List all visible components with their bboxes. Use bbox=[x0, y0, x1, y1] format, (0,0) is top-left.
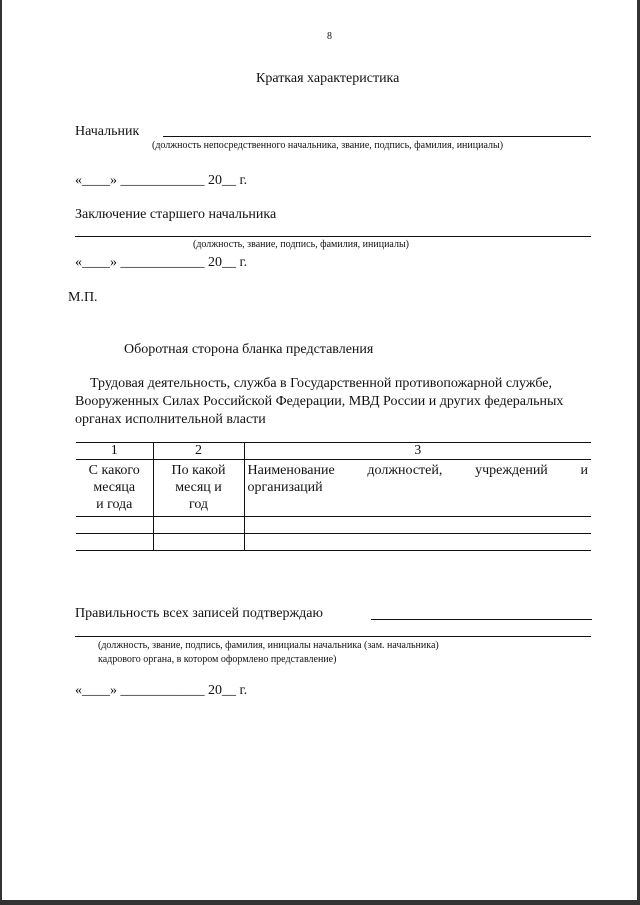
table-column-numbers-row bbox=[76, 443, 591, 460]
intro-text-line-3: органах исполнительной власти bbox=[75, 412, 266, 427]
date-line-1: «____» ____________ 20__ г. bbox=[75, 173, 248, 188]
intro-text-line-2: Вооруженных Силах Российской Федерации, МВД России и других федеральных bbox=[75, 394, 564, 409]
column-number-3: 3 bbox=[244, 443, 591, 460]
column-number-1: 1 bbox=[76, 443, 153, 460]
conclusion-label: Заключение старшего начальника bbox=[75, 207, 277, 222]
conclusion-signature-line bbox=[75, 236, 591, 237]
table-row bbox=[76, 517, 591, 534]
confirm-signature-line bbox=[371, 619, 592, 620]
column-to-header: По какой месяц и год bbox=[153, 460, 244, 517]
table-header-row bbox=[76, 460, 591, 517]
date-line-3: «____» ____________ 20__ г. bbox=[75, 683, 248, 698]
chief-label: Начальник bbox=[75, 124, 140, 139]
column-from-header: С какого месяца и года bbox=[76, 460, 153, 517]
work-history-table bbox=[76, 442, 591, 551]
section-title-reverse-side: Оборотная сторона бланка представления bbox=[124, 342, 374, 357]
scan-edge-left bbox=[0, 0, 2, 905]
chief-signature-line bbox=[163, 136, 591, 137]
scan-edge-bottom bbox=[0, 900, 640, 905]
column-name-header: Наименование должностей, учреждений и организаций bbox=[244, 460, 591, 517]
confirm-caption-line-1: (должность, звание, подпись, фамилия, инициалы начальника (зам. начальника) bbox=[98, 640, 439, 651]
date-line-2: «____» ____________ 20__ г. bbox=[75, 255, 248, 270]
page-number: 8 bbox=[327, 31, 332, 42]
confirm-caption-line-2: кадрового органа, в котором оформлено представление) bbox=[98, 654, 337, 665]
chief-caption: (должность непосредственного начальника, звание, подпись, фамилия, инициалы) bbox=[152, 140, 504, 151]
section-title-characteristic: Краткая характеристика bbox=[256, 71, 400, 86]
intro-text-line-1: Трудовая деятельность, служба в Государственной противопожарной службе, bbox=[90, 376, 552, 391]
conclusion-caption: (должность, звание, подпись, фамилия, инициалы) bbox=[193, 239, 409, 250]
table-row bbox=[76, 534, 591, 551]
confirm-second-line bbox=[75, 636, 591, 637]
column-number-2: 2 bbox=[153, 443, 244, 460]
stamp-place-label: М.П. bbox=[68, 290, 98, 305]
confirm-label: Правильность всех записей подтверждаю bbox=[75, 606, 323, 621]
